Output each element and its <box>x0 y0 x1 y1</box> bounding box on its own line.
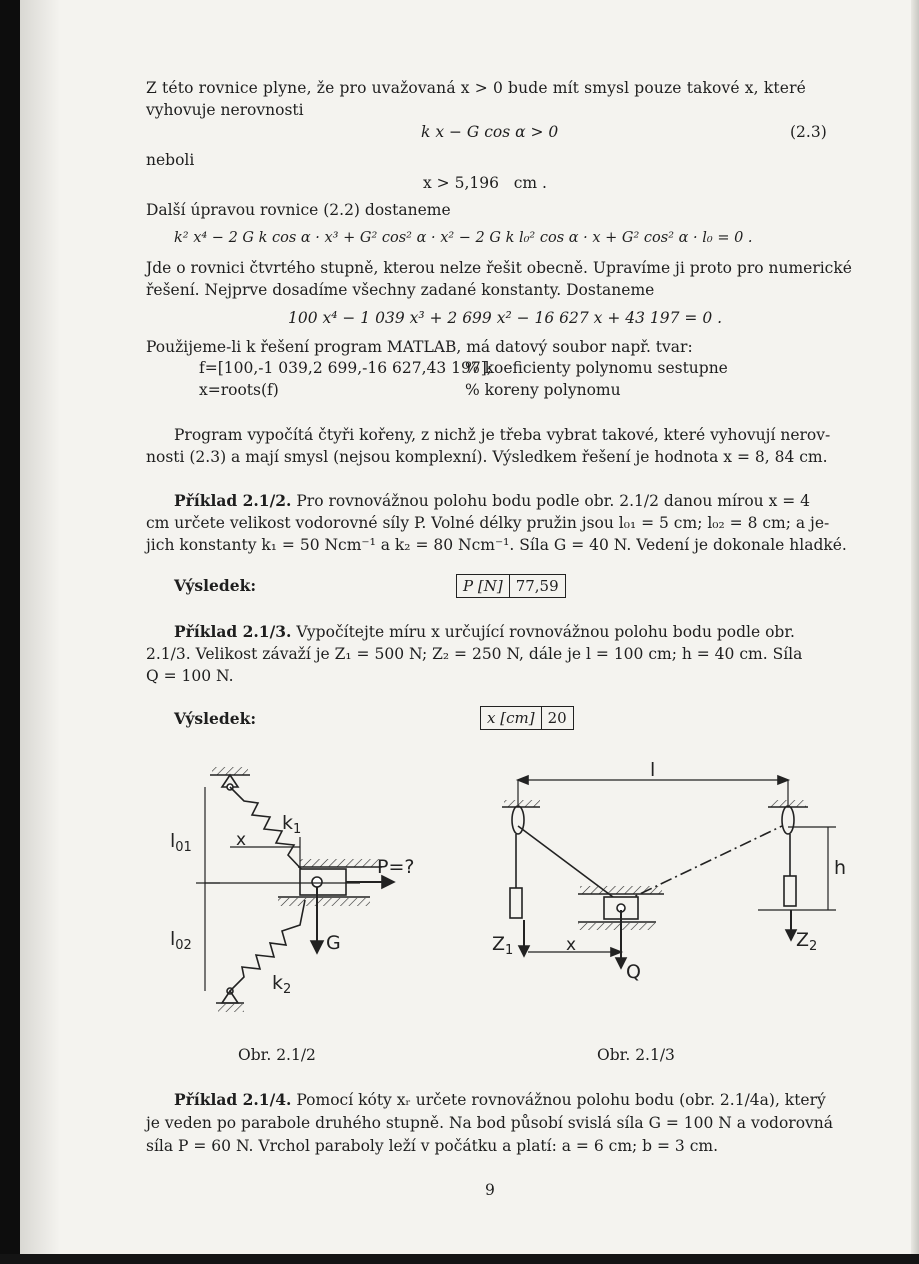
paragraph-2-line-1: Jde o rovnici čtvrtého stupně, kterou nelze řešit obecně. Upravíme ji proto pro numerické <box>146 259 852 277</box>
matlab-intro: Použijeme-li k řešení program MATLAB, má datový soubor např. tvar: <box>146 338 693 356</box>
bottom-support-hatch <box>218 1004 244 1012</box>
x-arrow-right <box>611 948 621 956</box>
label-Q: Q <box>626 961 641 983</box>
example-2-1-4-line-1 <box>174 1090 826 1110</box>
example-2-1-4-text: Pomocí kóty xᵣ určete rovnovážnou polohu bodu (obr. 2.1/4a), který <box>291 1091 826 1109</box>
caption-figure-2-1-2: Obr. 2.1/2 <box>238 1046 316 1064</box>
force-Z2-arrowhead <box>786 930 796 940</box>
numeric-equation: 100 x⁴ − 1 039 x³ + 2 699 x² − 16 627 x + 43 197 = 0 . <box>288 309 723 327</box>
paragraph-2-line-2: řešení. Nejprve dosadíme všechny zadané konstanty. Dostaneme <box>146 281 655 299</box>
figure-2-1-3 <box>478 760 858 990</box>
example-2-1-3-line-2: 2.1/3. Velikost závaží je Z₁ = 500 N; Z₂ = 250 N, dále je l = 100 cm; h = 40 cm. Síla <box>146 645 803 663</box>
label-l02: $l_{02}$ <box>170 928 192 953</box>
right-pulley <box>782 806 794 834</box>
matlab-code-line-1: f=[100,-1 039,2 699,-16 627,43 197]; <box>199 359 493 377</box>
example-2-1-2-title: Příklad 2.1/2. <box>174 491 292 510</box>
upper-guide-hatch <box>580 886 662 894</box>
matlab-comment-1: % koeficienty polynomu sestupne <box>465 359 728 377</box>
paragraph-3-line-1: Program vypočítá čtyři kořeny, z nichž je třeba vybrat takové, které vyhovují nerov- <box>174 426 831 444</box>
result-label-2-1-2: Výsledek: <box>174 576 257 595</box>
equation-number-2-3: (2.3) <box>790 123 827 141</box>
force-Q-arrowhead <box>616 958 626 968</box>
caption-figure-2-1-3: Obr. 2.1/3 <box>597 1046 675 1064</box>
result-value-x: 20 <box>541 707 573 729</box>
result-name-x: x [cm] <box>487 709 535 727</box>
page-number: 9 <box>485 1181 495 1199</box>
scan-border-right <box>911 0 919 1264</box>
example-2-1-4-title: Příklad 2.1/4. <box>174 1090 292 1109</box>
result-value-P: 77,59 <box>509 575 565 597</box>
further-modification-text: Další úpravou rovnice (2.2) dostaneme <box>146 201 451 219</box>
result-label-2-1-3: Výsledek: <box>174 709 257 728</box>
label-l: l <box>650 760 656 781</box>
label-h: h <box>834 857 847 879</box>
inequality-x: x > 5,196 cm . <box>423 174 547 192</box>
force-G-arrowhead <box>311 941 323 953</box>
label-l01: $l_{01}$ <box>170 830 192 855</box>
example-2-1-3-line-3: Q = 100 N. <box>146 667 234 685</box>
label-k2: $k_2$ <box>272 972 292 997</box>
equation-2-3: k x − G cos α > 0 <box>421 123 559 141</box>
label-k1: $k_1$ <box>282 812 302 837</box>
paragraph-3-line-2: nosti (2.3) a mají smysl (nejsou komplexní). Výsledkem řešení je hodnota x = 8, 84 cm. <box>146 448 828 466</box>
slider-block <box>300 869 346 895</box>
example-2-1-2-line-3: jich konstanty k₁ = 50 Ncm⁻¹ a k₂ = 80 Ncm⁻¹. Síla G = 40 N. Vedení je dokonale hladké. <box>146 536 847 554</box>
upper-guide-hatch <box>300 859 380 867</box>
quartic-equation: k² x⁴ − 2 G k cos α · x³ + G² cos² α · x² − 2 G k l₀² cos α · x + G² cos² α · l₀ = 0 . <box>174 230 753 246</box>
example-2-1-3-title: Příklad 2.1/3. <box>174 622 292 641</box>
example-2-1-3-line-1 <box>174 622 795 642</box>
example-2-1-2-text: Pro rovnovážnou polohu bodu podle obr. 2.1/2 danou mírou x = 4 <box>291 492 811 510</box>
result-name-P: P [N] <box>463 577 503 595</box>
label-G: G <box>326 932 341 954</box>
paragraph-1-line-1: Z této rovnice plyne, že pro uvažovaná x > 0 bude mít smysl pouze takové x, které <box>146 79 806 97</box>
matlab-code-line-2: x=roots(f) <box>199 381 279 399</box>
label-Z2: $Z_2$ <box>796 929 818 954</box>
left-support-hatch <box>504 800 540 807</box>
lower-guide-hatch <box>578 923 656 930</box>
lower-guide-hatch <box>278 898 370 906</box>
example-2-1-4-line-2: je veden po parabole druhého stupně. Na bod působí svislá síla G = 100 N a vodorovná <box>146 1114 834 1132</box>
result-box-2-1-2 <box>456 574 566 598</box>
weight-Z2 <box>784 876 796 906</box>
example-2-1-2-line-2: cm určete velikost vodorovné síly P. Volné délky pružin jsou l₀₁ = 5 cm; l₀₂ = 8 cm; a je- <box>146 514 830 532</box>
scan-border-left <box>0 0 20 1264</box>
matlab-comment-2: % koreny polynomu <box>465 381 621 399</box>
result-box-2-1-3 <box>480 706 574 730</box>
weight-Z1 <box>510 888 522 918</box>
example-2-1-4-line-3: síla P = 60 N. Vrchol paraboly leží v počátku a platí: a = 6 cm; b = 3 cm. <box>146 1137 719 1155</box>
l-arrow-right <box>778 776 788 784</box>
example-2-1-2-line-1 <box>174 491 810 511</box>
slider-pin <box>312 877 322 887</box>
scan-border-bottom <box>0 1254 919 1264</box>
spring-k2 <box>230 900 305 991</box>
example-2-1-3-text: Vypočítejte míru x určující rovnovážnou polohu bodu podle obr. <box>291 623 795 641</box>
figure-2-1-2 <box>160 755 450 1025</box>
label-P: P=? <box>377 856 415 878</box>
label-Z1: $Z_1$ <box>492 933 514 958</box>
neboli-text: neboli <box>146 151 195 169</box>
force-Z1-arrowhead <box>519 946 529 956</box>
page-gutter-shadow <box>20 0 60 1264</box>
l-arrow-left <box>518 776 528 784</box>
label-x: x <box>566 935 577 955</box>
label-x: x <box>236 830 247 850</box>
paragraph-1-line-2: vyhovuje nerovnosti <box>146 101 304 119</box>
